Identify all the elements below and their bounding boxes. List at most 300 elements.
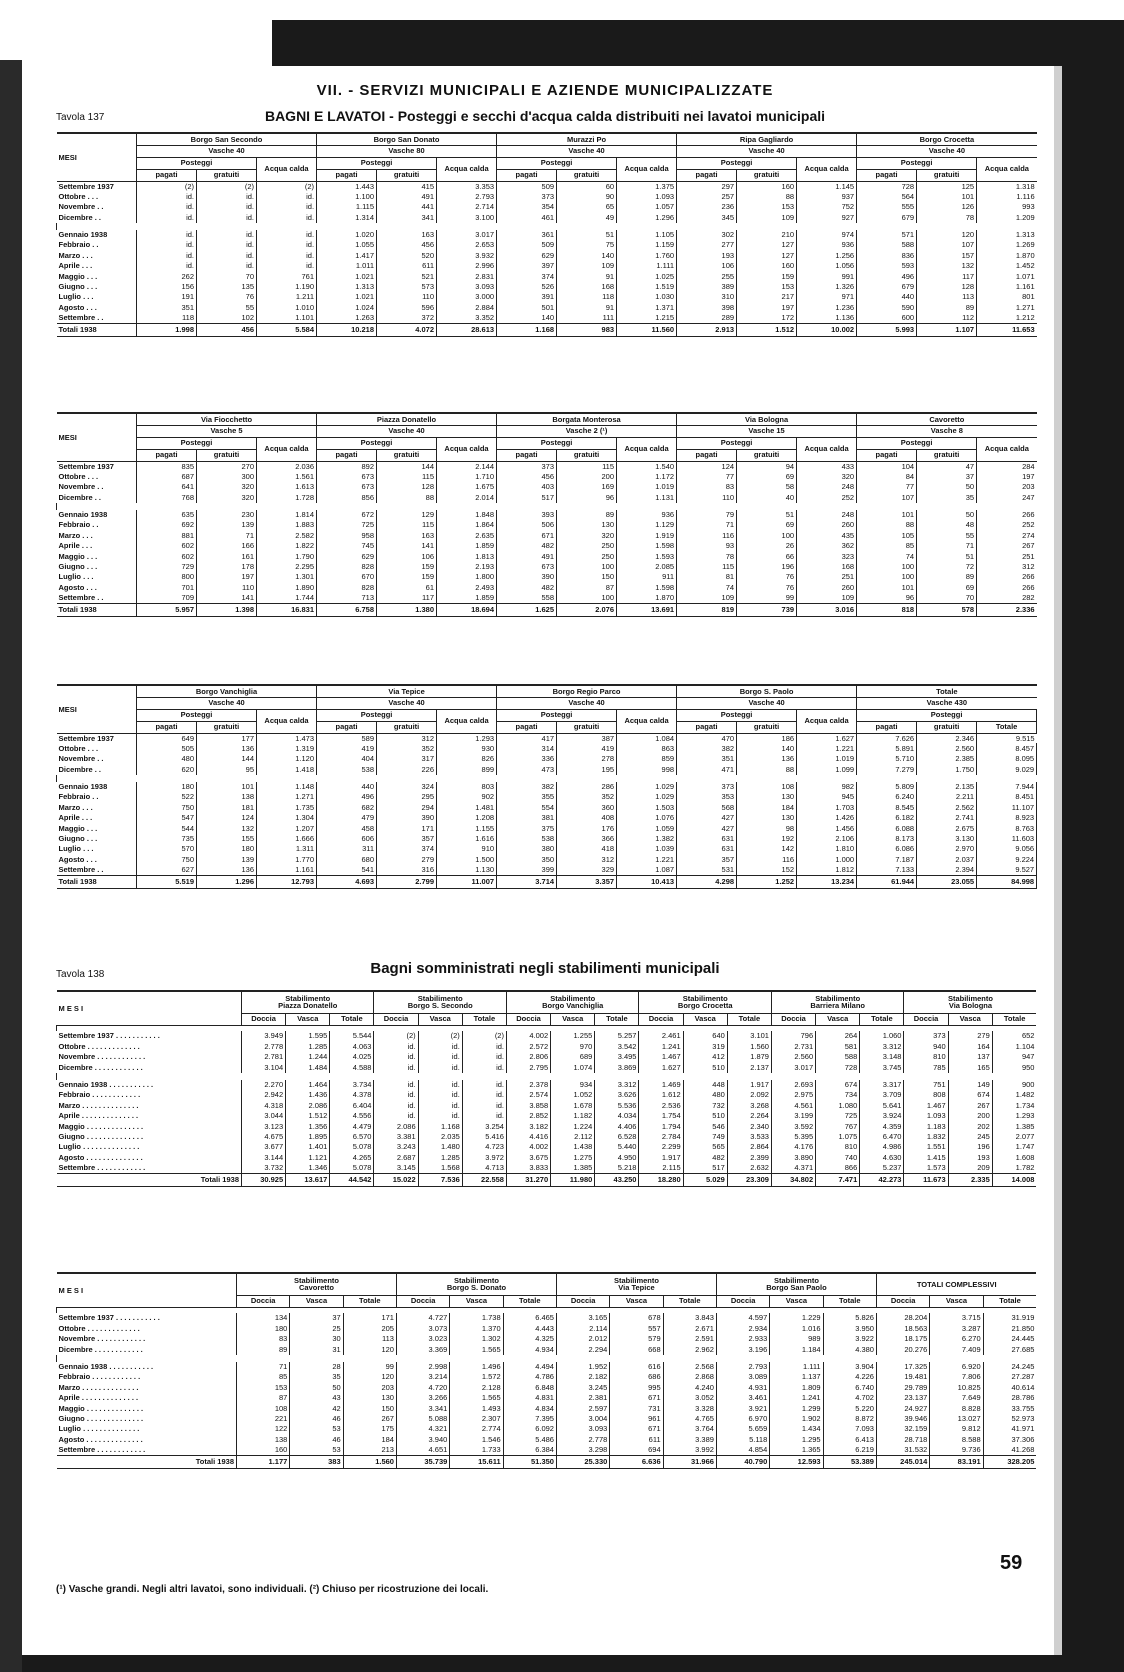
table-cell: 248 xyxy=(797,510,857,520)
table-cell: 881 xyxy=(137,530,197,540)
table-cell: 250 xyxy=(557,541,617,551)
table-cell: 668 xyxy=(610,1344,663,1354)
table-cell: 752 xyxy=(797,202,857,212)
table-cell: 970 xyxy=(551,1041,595,1051)
table-cell: 602 xyxy=(137,551,197,561)
table-cell: id. xyxy=(374,1041,418,1051)
total-cell: 245.014 xyxy=(876,1455,929,1468)
table-cell: 1.011 xyxy=(317,261,377,271)
stabilimento-header xyxy=(556,1273,716,1295)
month-label: Agosto . . . . . . . . . . . . . . xyxy=(58,1434,143,1444)
table-cell: 41.268 xyxy=(983,1445,1036,1455)
table-cell: 69 xyxy=(737,520,797,530)
table-cell: 46 xyxy=(290,1434,343,1444)
stabilimento-label: Stabilimento xyxy=(453,1275,499,1285)
table-cell: 4.765 xyxy=(663,1414,716,1424)
table-cell: 958 xyxy=(317,530,377,540)
table-cell: 4.325 xyxy=(503,1334,556,1344)
month-label: Settembre 1937 . . . . . . . . . . . xyxy=(58,1031,160,1041)
vasche-header: Vasche 40 xyxy=(317,425,497,437)
table-cell: 2.035 xyxy=(418,1132,462,1142)
table-row xyxy=(57,834,1037,844)
total-cell: 819 xyxy=(677,603,737,616)
document-page xyxy=(50,72,1040,1650)
total-cell: 11.560 xyxy=(617,323,677,336)
table-cell: 117 xyxy=(917,271,977,281)
month-label: Gennaio 1938 xyxy=(58,230,108,239)
table-cell: 1.371 xyxy=(617,302,677,312)
table-row xyxy=(57,1062,1037,1072)
table-row xyxy=(57,582,1037,592)
pagati-header: pagati xyxy=(857,169,917,181)
table-cell: 1.056 xyxy=(797,261,857,271)
table-cell: 482 xyxy=(497,541,557,551)
table-cell: 558 xyxy=(497,593,557,603)
table-cell: 2.106 xyxy=(797,834,857,844)
table-cell: 672 xyxy=(317,510,377,520)
table-cell: 46 xyxy=(290,1414,343,1424)
stabilimento-label: Stabilimento xyxy=(613,1275,659,1285)
table-cell: 4.443 xyxy=(503,1323,556,1333)
table-cell: 196 xyxy=(948,1142,992,1152)
table-cell: 3.341 xyxy=(396,1403,449,1413)
table-cell: 751 xyxy=(904,1080,948,1090)
doccia-header: Doccia xyxy=(237,1295,290,1307)
group-header: Borgo Regio Parco xyxy=(497,685,677,697)
total-cell: 739 xyxy=(737,603,797,616)
table-cell: 144 xyxy=(377,461,437,471)
total-cell: 4.693 xyxy=(317,875,377,888)
table-cell: 77 xyxy=(857,482,917,492)
total-cell: 14.008 xyxy=(992,1173,1036,1186)
table-cell: 205 xyxy=(343,1323,396,1333)
table-cell: 112 xyxy=(917,313,977,323)
vasca-header: Vasca xyxy=(930,1295,983,1307)
table-cell: 87 xyxy=(237,1393,290,1403)
table-cell: 2.037 xyxy=(917,854,977,864)
table-cell: 192 xyxy=(737,834,797,844)
table-cell: 76 xyxy=(197,292,257,302)
vasca-header: Vasca xyxy=(816,1013,860,1025)
table-cell: 350 xyxy=(497,854,557,864)
stabilimento-label: Stabilimento xyxy=(293,1275,339,1285)
table-cell: 1.734 xyxy=(992,1100,1036,1110)
table-cell: 100 xyxy=(857,562,917,572)
table-row xyxy=(57,510,1037,520)
total-cell: 2.913 xyxy=(677,323,737,336)
table-cell: 1.314 xyxy=(317,212,377,222)
table-cell: 3.734 xyxy=(330,1080,374,1090)
table-cell: 1.385 xyxy=(551,1163,595,1173)
table-cell: 352 xyxy=(377,743,437,753)
group-header: Cavoretto xyxy=(857,413,1037,425)
table-cell: 91 xyxy=(557,302,617,312)
table-cell: 509 xyxy=(497,240,557,250)
vasche-header: Vasche 15 xyxy=(677,425,857,437)
table-cell: id. xyxy=(257,240,317,250)
table-title-138: Bagni somministrati negli stabilimenti municipali xyxy=(370,960,720,977)
table-cell: 4.630 xyxy=(860,1152,904,1162)
table-cell: 2.378 xyxy=(506,1080,550,1090)
month-label: Giugno . . . . . . . . . . . . . . xyxy=(58,1131,144,1141)
table-row xyxy=(57,764,1037,774)
table-cell: 2.381 xyxy=(556,1393,609,1403)
table-cell: 2.962 xyxy=(663,1344,716,1354)
table-cell: 109 xyxy=(677,593,737,603)
table-cell: 132 xyxy=(197,823,257,833)
table-cell: 1.161 xyxy=(977,282,1037,292)
table-cell: 74 xyxy=(857,551,917,561)
table-cell: 547 xyxy=(137,813,197,823)
table-cell: 71 xyxy=(677,520,737,530)
table-cell: 1.467 xyxy=(639,1052,683,1062)
table-cell: 3.298 xyxy=(556,1445,609,1455)
lavatoi-table-part-1 xyxy=(56,132,1037,337)
table-cell: 50 xyxy=(290,1382,343,1392)
table-row xyxy=(57,562,1037,572)
total-cell: 13.234 xyxy=(797,875,857,888)
month-label: Maggio . . . xyxy=(58,271,98,281)
table-cell: 2.793 xyxy=(437,191,497,201)
pagati-header: pagati xyxy=(137,169,197,181)
table-cell: 4.720 xyxy=(396,1382,449,1392)
gratuiti-header: gratuiti xyxy=(737,721,797,733)
table-cell: 209 xyxy=(948,1163,992,1173)
table-cell: 412 xyxy=(683,1052,727,1062)
table-cell: 448 xyxy=(683,1080,727,1090)
table-cell: 678 xyxy=(610,1313,663,1323)
table-row xyxy=(57,230,1037,240)
table-cell: 541 xyxy=(317,865,377,875)
table-cell: 3.145 xyxy=(374,1163,418,1173)
posteggi-header: Posteggi xyxy=(317,437,437,449)
table-cell: 71 xyxy=(197,530,257,540)
table-cell: 749 xyxy=(683,1132,727,1142)
stabilimento-header xyxy=(242,991,374,1013)
table-cell: id. xyxy=(197,230,257,240)
table-cell: 1.121 xyxy=(286,1152,330,1162)
table-cell: id. xyxy=(418,1062,462,1072)
total-cell: 328.205 xyxy=(983,1455,1036,1468)
table-cell: 4.931 xyxy=(716,1382,769,1392)
table-cell: 1.443 xyxy=(317,181,377,191)
stabilimento-location: Piazza Donatello xyxy=(278,1001,338,1011)
table-cell: 178 xyxy=(197,562,257,572)
table-cell: 2.264 xyxy=(727,1111,771,1121)
table-cell: id. xyxy=(197,202,257,212)
table-cell: 130 xyxy=(737,792,797,802)
table-cell: 635 xyxy=(137,510,197,520)
table-cell: 9.527 xyxy=(977,865,1037,875)
stabilimento-label: Stabilimento xyxy=(682,993,728,1003)
table-cell: 391 xyxy=(497,292,557,302)
total-cell: 31.270 xyxy=(506,1173,550,1186)
table-cell: 27.287 xyxy=(983,1372,1036,1382)
table-cell: 7.649 xyxy=(930,1393,983,1403)
table-cell: 236 xyxy=(677,202,737,212)
table-cell: 1.293 xyxy=(437,733,497,743)
table-cell: 480 xyxy=(137,754,197,764)
stabilimento-header xyxy=(771,991,904,1013)
table-cell: 9.812 xyxy=(930,1424,983,1434)
table-cell: 55 xyxy=(917,530,977,540)
table-cell: 679 xyxy=(857,212,917,222)
table-cell: 1.236 xyxy=(797,302,857,312)
table-row xyxy=(57,461,1037,471)
table-cell: 1.813 xyxy=(437,551,497,561)
table-cell: 1.326 xyxy=(797,282,857,292)
table-cell: 2.635 xyxy=(437,530,497,540)
table-cell: 835 xyxy=(137,461,197,471)
table-cell: 352 xyxy=(557,792,617,802)
table-row xyxy=(57,202,1037,212)
table-row xyxy=(57,1041,1037,1051)
table-cell: 1.810 xyxy=(797,844,857,854)
group-header: Via Bologna xyxy=(677,413,857,425)
table-row xyxy=(57,1414,1037,1424)
table-cell: 102 xyxy=(197,313,257,323)
table-cell: 520 xyxy=(377,250,437,260)
table-cell: 3.369 xyxy=(396,1344,449,1354)
table-cell: 674 xyxy=(948,1090,992,1100)
table-cell: 734 xyxy=(816,1090,860,1100)
table-cell: id. xyxy=(374,1080,418,1090)
table-cell: 93 xyxy=(677,541,737,551)
table-cell: 4.713 xyxy=(462,1163,506,1173)
table-cell: 471 xyxy=(677,764,737,774)
total-cell: 10.413 xyxy=(617,875,677,888)
table-cell: 50 xyxy=(917,482,977,492)
table-cell: 2.671 xyxy=(663,1323,716,1333)
month-label: Ottobre . . . . . . . . . . . . . xyxy=(58,1323,140,1333)
table-cell: 294 xyxy=(377,802,437,812)
month-label: Novembre . . . . . . . . . . . . xyxy=(58,1334,146,1344)
table-cell: 175 xyxy=(343,1424,396,1434)
doccia-header: Doccia xyxy=(396,1295,449,1307)
table-cell: 26 xyxy=(737,541,797,551)
table-cell: 2.193 xyxy=(437,562,497,572)
table-cell: 19.481 xyxy=(876,1372,929,1382)
table-cell: 5.416 xyxy=(462,1132,506,1142)
table-cell: 390 xyxy=(497,572,557,582)
table-cell: 4.479 xyxy=(330,1121,374,1131)
table-cell: 1.794 xyxy=(639,1121,683,1131)
table-cell: 3.017 xyxy=(771,1062,815,1072)
table-cell: 1.370 xyxy=(450,1323,503,1333)
table-cell: 320 xyxy=(197,482,257,492)
table-row xyxy=(57,261,1037,271)
month-label: Agosto . . . xyxy=(58,302,97,312)
table-cell: 21.850 xyxy=(983,1323,1036,1333)
table-cell: 159 xyxy=(377,572,437,582)
table-cell: 3.093 xyxy=(437,282,497,292)
table-cell: 974 xyxy=(797,230,857,240)
table-cell: 1.385 xyxy=(992,1121,1036,1131)
table-cell: 4.371 xyxy=(771,1163,815,1173)
table-cell: 3.148 xyxy=(860,1052,904,1062)
table-cell: 78 xyxy=(917,212,977,222)
table-cell: 1.087 xyxy=(617,865,677,875)
table-cell: 2.399 xyxy=(727,1152,771,1162)
table-cell: 2.211 xyxy=(917,792,977,802)
vasca-header: Vasca xyxy=(610,1295,663,1307)
table-cell: 1.020 xyxy=(317,230,377,240)
table-cell: 557 xyxy=(610,1323,663,1333)
table-cell: 3.922 xyxy=(823,1334,876,1344)
table-row xyxy=(57,191,1037,201)
table-cell: 404 xyxy=(317,754,377,764)
table-cell: 892 xyxy=(317,461,377,471)
table-cell: 176 xyxy=(557,823,617,833)
table-cell: 674 xyxy=(816,1080,860,1090)
table-cell: 3.592 xyxy=(771,1121,815,1131)
table-cell: 115 xyxy=(677,562,737,572)
table-cell: 937 xyxy=(797,191,857,201)
table-cell: 568 xyxy=(677,802,737,812)
table-cell: 85 xyxy=(857,541,917,551)
table-cell: 479 xyxy=(317,813,377,823)
table-row xyxy=(57,302,1037,312)
table-cell: 274 xyxy=(977,530,1037,540)
month-label: Luglio . . . . . . . . . . . . . . xyxy=(58,1142,140,1152)
table-cell: 3.675 xyxy=(506,1152,550,1162)
table-cell: 270 xyxy=(197,461,257,471)
stabilimento-header xyxy=(374,991,507,1013)
month-label: Aprile . . . xyxy=(58,541,93,551)
table-row xyxy=(57,1111,1037,1121)
table-cell: 70 xyxy=(197,271,257,281)
table-cell: 713 xyxy=(317,593,377,603)
table-cell: 140 xyxy=(737,743,797,753)
table-cell: 3.312 xyxy=(860,1041,904,1051)
table-cell: 689 xyxy=(551,1052,595,1062)
table-cell: 310 xyxy=(677,292,737,302)
table-cell: 701 xyxy=(137,582,197,592)
table-cell: 160 xyxy=(737,261,797,271)
table-cell: 1.263 xyxy=(317,313,377,323)
table-cell: 2.299 xyxy=(639,1142,683,1152)
stabilimento-location: Cavoretto xyxy=(298,1283,334,1293)
table-cell: 37 xyxy=(917,471,977,481)
table-cell: 2.307 xyxy=(450,1414,503,1424)
table-cell: 1.790 xyxy=(257,551,317,561)
table-row xyxy=(57,1052,1037,1062)
posteggi-header: Posteggi xyxy=(857,437,977,449)
table-cell: 52.973 xyxy=(983,1414,1036,1424)
table-cell: 248 xyxy=(797,482,857,492)
table-cell: 1.598 xyxy=(617,582,677,592)
table-cell: 1.115 xyxy=(317,202,377,212)
bagni-table-part-2 xyxy=(56,1272,1036,1469)
table-cell: 76 xyxy=(737,572,797,582)
table-cell: 71 xyxy=(237,1362,290,1372)
vasche-header: Vasche 40 xyxy=(317,697,497,709)
posteggi-header: Posteggi xyxy=(497,709,617,721)
total-cell: 10.218 xyxy=(317,323,377,336)
table-cell: 355 xyxy=(497,792,557,802)
scan-border-right xyxy=(1062,20,1124,1672)
table-cell: 1.864 xyxy=(437,520,497,530)
table-cell: 3.869 xyxy=(595,1062,639,1072)
stabilimento-header xyxy=(904,991,1036,1013)
table-cell: 141 xyxy=(377,541,437,551)
month-label: Settembre . . xyxy=(58,592,104,602)
table-cell: 3.130 xyxy=(917,834,977,844)
table-cell: 70 xyxy=(917,593,977,603)
table-cell: 2.864 xyxy=(727,1142,771,1152)
table-cell: 213 xyxy=(343,1445,396,1455)
table-cell: 139 xyxy=(197,520,257,530)
total-cell: 7.536 xyxy=(418,1173,462,1186)
table-cell: 590 xyxy=(857,302,917,312)
table-cell: 76 xyxy=(737,582,797,592)
total-cell: 578 xyxy=(917,603,977,616)
table-cell: 2.560 xyxy=(917,743,977,753)
table-cell: 652 xyxy=(992,1031,1036,1041)
table-cell: 138 xyxy=(197,792,257,802)
total-cell: 11.980 xyxy=(551,1173,595,1186)
table-cell: 4.986 xyxy=(860,1142,904,1152)
acqua-header: Acqua calda xyxy=(617,157,677,181)
table-cell: 1.782 xyxy=(992,1163,1036,1173)
table-cell: 43 xyxy=(290,1393,343,1403)
table-cell: 6.086 xyxy=(857,844,917,854)
table-cell: 4.723 xyxy=(462,1142,506,1152)
table-cell: 1.182 xyxy=(551,1111,595,1121)
table-cell: 1.735 xyxy=(257,802,317,812)
vasche-header: Vasche 40 xyxy=(137,697,317,709)
gratuiti-header: gratuiti xyxy=(917,169,977,181)
table-cell: 135 xyxy=(197,282,257,292)
table-cell: 1.208 xyxy=(437,813,497,823)
total-cell: 5.993 xyxy=(857,323,917,336)
table-row xyxy=(57,1382,1037,1392)
doccia-header: Doccia xyxy=(506,1013,550,1025)
table-cell: 4.240 xyxy=(663,1382,716,1392)
total-cell: 1.380 xyxy=(377,603,437,616)
total-cell: 12.593 xyxy=(770,1455,823,1468)
table-cell: 641 xyxy=(137,482,197,492)
table-cell: 911 xyxy=(617,572,677,582)
table-cell: 836 xyxy=(857,250,917,260)
table-cell: 581 xyxy=(816,1041,860,1051)
table-row xyxy=(57,1334,1037,1344)
totali-complessivi-header: TOTALI COMPLESSIVI xyxy=(876,1273,1036,1295)
table-cell: 1.074 xyxy=(551,1062,595,1072)
totals-row xyxy=(57,1455,1037,1468)
table-cell: 180 xyxy=(197,844,257,854)
table-cell: 1.551 xyxy=(904,1142,948,1152)
table-cell: 750 xyxy=(137,854,197,864)
table-title-137: BAGNI E LAVATOI - Posteggi e secchi d'acqua calda distribuiti nei lavatoi municipali xyxy=(264,108,826,124)
table-cell: 210 xyxy=(737,230,797,240)
pagati-header: pagati xyxy=(317,721,377,733)
table-cell: 1.560 xyxy=(727,1041,771,1051)
table-cell: 7.187 xyxy=(857,854,917,864)
table-cell: 2.562 xyxy=(917,802,977,812)
table-cell: 5.395 xyxy=(771,1132,815,1142)
table-row xyxy=(57,1403,1037,1413)
totale-header: Totale xyxy=(860,1013,904,1025)
group-header: Via Tepice xyxy=(317,685,497,697)
table-cell: 940 xyxy=(904,1041,948,1051)
table-cell: 419 xyxy=(557,743,617,753)
table-cell: 2.998 xyxy=(396,1362,449,1372)
mesi-header: MESI xyxy=(57,413,137,461)
table-cell: 2.806 xyxy=(506,1052,550,1062)
month-label: Marzo . . . . . . . . . . . . . . xyxy=(58,1382,139,1392)
table-cell: 1.627 xyxy=(639,1062,683,1072)
